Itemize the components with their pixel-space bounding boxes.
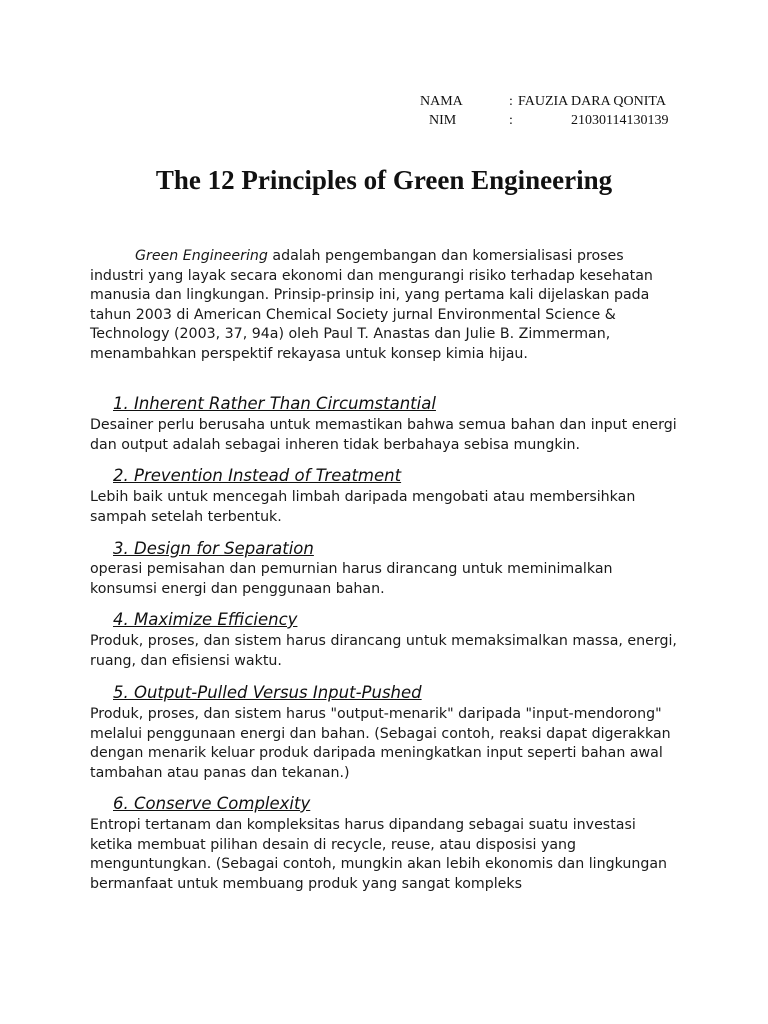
- nama-label: NAMA: [420, 94, 463, 109]
- nim-label: NIM: [429, 113, 457, 128]
- principle-text-2: Lebih baik untuk mencegah limbah daripada mengobati atau membersihkan sampah setelah terbentuk.: [90, 489, 636, 525]
- intro-paragraph: [90, 247, 680, 365]
- intro-term: Green Engineering: [135, 248, 268, 264]
- principle-heading-1: 1. Inherent Rather Than Circumstantial: [113, 394, 436, 413]
- principle-heading-6: 6. Conserve Complexity: [113, 794, 311, 813]
- principle-text-5: Produk, proses, dan sistem harus "output-menarik" daripada "input-mendorong" melalui penggunaan energi dan bahan. (Sebagai contoh, reaksi dapat digerakkan dengan menarik keluar produk daripada meningkatkan input seperti bahan awal tambahan atau panas dan tekanan.): [90, 706, 671, 781]
- principle-heading-5: 5. Output-Pulled Versus Input-Pushed: [113, 683, 422, 702]
- principle-text-3: operasi pemisahan dan pemurnian harus dirancang untuk meminimalkan konsumsi energi dan penggunaan bahan.: [90, 561, 613, 597]
- nim-colon: :: [509, 113, 513, 128]
- principle-heading-4: 4. Maximize Efficiency: [113, 610, 298, 629]
- principle-text-1: Desainer perlu berusaha untuk memastikan bahwa semua bahan dan input energi dan output adalah sebagai inheren tidak berbahaya sebisa mungkin.: [90, 417, 677, 453]
- nim-value: 21030114130139: [571, 113, 669, 128]
- document-title: The 12 Principles of Green Engineering: [155, 165, 613, 195]
- principle-heading-3: 3. Design for Separation: [113, 539, 314, 558]
- identity-block: [0, 0, 768, 140]
- nama-value: FAUZIA DARA QONITA: [518, 94, 666, 109]
- principle-text-6: Entropi tertanam dan kompleksitas harus dipandang sebagai suatu investasi ketika membuat pilihan desain di recycle, reuse, atau disposisi yang menguntungkan. (Sebagai contoh, mungkin akan lebih ekonomis dan lingkungan bermanfaat untuk membuang produk yang sangat kompleks: [90, 817, 668, 892]
- principle-text-4: Produk, proses, dan sistem harus dirancang untuk memaksimalkan massa, energi, ruang, dan efisiensi waktu.: [90, 633, 677, 669]
- intro-text: adalah pengembangan dan komersialisasi proses industri yang layak secara ekonomi dan mengurangi risiko terhadap kesehatan manusia dan lingkungan. Prinsip-prinsip ini, yang pertama kali dijelaskan pada tahun 2003 di American Chemical Society jurnal Environmental Science & Technology (2003, 37, 94a) oleh Paul T. Anastas dan Julie B. Zimmerman, menambahkan perspektif rekayasa untuk konsep kimia hijau.: [90, 248, 653, 362]
- principle-heading-2: 2. Prevention Instead of Treatment: [113, 466, 402, 485]
- nama-colon: :: [509, 94, 513, 109]
